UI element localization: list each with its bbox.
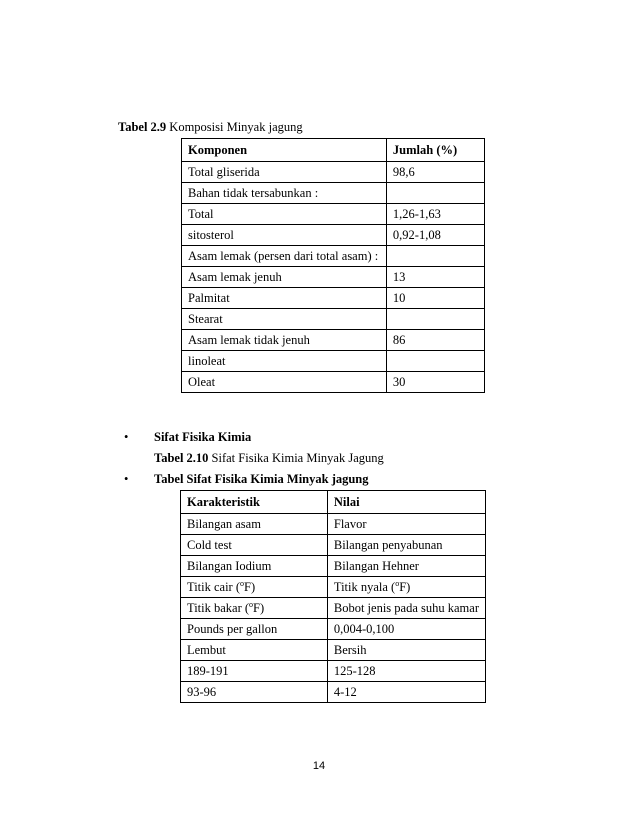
table-row — [181, 640, 486, 661]
table-cell: Asam lemak tidak jenuh — [182, 330, 387, 351]
table-cell: Titik nyala ($^o$F) — [327, 577, 485, 598]
table-cell: Bilangan Iodium — [181, 556, 328, 577]
table-row — [181, 556, 486, 577]
table-cell: Bobot jenis pada suhu kamar — [327, 598, 485, 619]
table-cell: 4-12 — [327, 682, 485, 703]
table-cell: 10 — [386, 288, 484, 309]
table-cell: 1,26-1,63 — [386, 204, 484, 225]
table-row — [182, 267, 485, 288]
table-cell: Cold test — [181, 535, 328, 556]
table-caption-2-10 — [154, 451, 384, 466]
table-cell — [386, 183, 484, 204]
table-row — [182, 204, 485, 225]
degree-superscript: o — [249, 599, 254, 609]
table-row — [181, 535, 486, 556]
table-header-cell: Nilai — [327, 491, 485, 514]
table-cell: 189-191 — [181, 661, 328, 682]
table-header-cell: Karakteristik — [181, 491, 328, 514]
table-cell: 13 — [386, 267, 484, 288]
table-row — [181, 514, 486, 535]
table-cell: 93-96 — [181, 682, 328, 703]
table-row — [182, 225, 485, 246]
table-cell: 0,004-0,100 — [327, 619, 485, 640]
table-header-row — [182, 139, 485, 162]
table-row — [181, 598, 486, 619]
table-cell: Bilangan penyabunan — [327, 535, 485, 556]
table-row — [181, 661, 486, 682]
page-number: 14 — [312, 760, 326, 772]
degree-superscript: o — [395, 578, 400, 588]
table-cell: Asam lemak (persen dari total asam) : — [182, 246, 387, 267]
table-cell: linoleat — [182, 351, 387, 372]
table-cell: 125-128 — [327, 661, 485, 682]
table-header-cell: Jumlah (%) — [386, 139, 484, 162]
table-cell — [386, 351, 484, 372]
degree-superscript: o — [240, 578, 245, 588]
table-cell — [386, 246, 484, 267]
physical-chemical-properties-table — [180, 490, 486, 703]
table-row — [182, 309, 485, 330]
table-cell: Pounds per gallon — [181, 619, 328, 640]
table-cell: Bilangan Hehner — [327, 556, 485, 577]
bullet-item-tabel-sifat — [124, 472, 369, 487]
table-cell: Titik cair ($^o$F) — [181, 577, 328, 598]
table-row — [182, 162, 485, 183]
table-cell: 30 — [386, 372, 484, 393]
table-cell: Total gliserida — [182, 162, 387, 183]
table-header-row — [181, 491, 486, 514]
table-cell: Stearat — [182, 309, 387, 330]
table-cell: Bilangan asam — [181, 514, 328, 535]
composition-table — [181, 138, 485, 393]
table-cell: Titik bakar ($^o$F) — [181, 598, 328, 619]
table-cell: Lembut — [181, 640, 328, 661]
table-cell: 98,6 — [386, 162, 484, 183]
bullet-item-label: Sifat Fisika Kimia — [154, 430, 252, 444]
table-cell: Bersih — [327, 640, 485, 661]
bullet-icon: • — [124, 430, 129, 444]
table-cell: 0,92-1,08 — [386, 225, 484, 246]
table-row — [181, 577, 486, 598]
table-cell — [386, 309, 484, 330]
table-cell: Asam lemak jenuh — [182, 267, 387, 288]
table-caption-label: Tabel 2.9 — [118, 120, 167, 134]
table-cell: Bahan tidak tersabunkan : — [182, 183, 387, 204]
table-row — [182, 288, 485, 309]
table-cell: sitosterol — [182, 225, 387, 246]
table-row — [181, 619, 486, 640]
bullet-item-sifat-fisika-kimia — [124, 430, 252, 445]
bullet-icon: • — [124, 472, 129, 486]
table-row — [182, 351, 485, 372]
table-caption-text: Komposisi Minyak jagung — [166, 120, 303, 134]
table-row — [182, 246, 485, 267]
table-row — [182, 183, 485, 204]
table-caption-label: Tabel 2.10 — [154, 451, 209, 465]
bullet-item-label: Tabel Sifat Fisika Kimia Minyak jagung — [154, 472, 369, 486]
table-cell: 86 — [386, 330, 484, 351]
table-caption-2-9 — [118, 120, 303, 135]
table-header-cell: Komponen — [182, 139, 387, 162]
table-cell: Total — [182, 204, 387, 225]
table-row — [182, 372, 485, 393]
table-row — [181, 682, 486, 703]
table-cell: Oleat — [182, 372, 387, 393]
table-cell: Palmitat — [182, 288, 387, 309]
table-row — [182, 330, 485, 351]
table-caption-text: Sifat Fisika Kimia Minyak Jagung — [208, 451, 384, 465]
table-cell: Flavor — [327, 514, 485, 535]
